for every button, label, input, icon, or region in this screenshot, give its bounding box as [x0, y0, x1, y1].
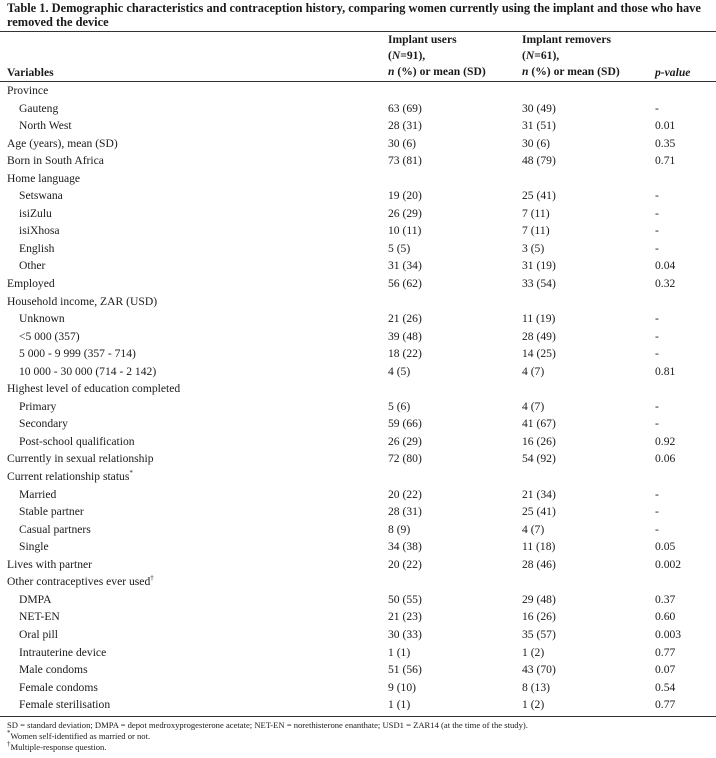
- table-row: [0, 345, 716, 363]
- row-label: 10 000 - 30 000 (714 - 2 142): [19, 364, 157, 378]
- implant-users-cell: 21 (23): [388, 610, 422, 624]
- row-label: Primary: [19, 399, 57, 413]
- implant-removers-cell: 7 (11): [522, 206, 550, 220]
- p-value-cell: -: [655, 312, 659, 326]
- table-row: [0, 398, 716, 416]
- table-row: [0, 450, 716, 468]
- implant-removers-cell: 35 (57): [522, 627, 556, 641]
- implant-removers-cell: 11 (19): [522, 312, 556, 326]
- p-value-cell: 0.77: [655, 698, 676, 712]
- table-row: [0, 152, 716, 170]
- implant-users-cell: 5 (5): [388, 241, 411, 255]
- header-p-value: p-value: [655, 66, 691, 79]
- footnotes: [7, 720, 528, 753]
- implant-users-cell: 19 (20): [388, 189, 422, 203]
- footnote-abbreviations: SD = standard deviation; DMPA = depot medroxyprogesterone acetate; NET-EN = norethisterone enanthate; USD1 = ZAR14 (at the time of the study).: [7, 720, 528, 730]
- implant-removers-cell: 31 (19): [522, 259, 556, 273]
- footnote-marker: *: [129, 469, 133, 478]
- table-row: [0, 521, 716, 539]
- row-label: Unknown: [19, 312, 65, 326]
- table-row: [0, 310, 716, 328]
- implant-removers-cell: 28 (46): [522, 557, 556, 571]
- implant-users-cell: 30 (33): [388, 627, 422, 641]
- header-implant-users: Implant users (N=91), n (%) or mean (SD): [388, 33, 486, 78]
- row-label: Highest level of education completed: [7, 382, 181, 396]
- implant-removers-cell: 33 (54): [522, 277, 556, 291]
- implant-removers-cell: 11 (18): [522, 540, 556, 554]
- table-row: [0, 538, 716, 556]
- implant-removers-cell: 43 (70): [522, 663, 556, 677]
- implant-users-cell: 63 (69): [388, 101, 422, 115]
- p-value-cell: -: [655, 417, 659, 431]
- row-label: Current relationship status*: [7, 469, 133, 484]
- row-label: Employed: [7, 277, 55, 291]
- implant-removers-cell: 30 (6): [522, 136, 551, 150]
- row-label: isiXhosa: [19, 224, 60, 238]
- table-row: [0, 661, 716, 679]
- implant-users-cell: 26 (29): [388, 434, 422, 448]
- row-label: Oral pill: [19, 627, 58, 641]
- p-value-cell: 0.71: [655, 154, 676, 168]
- header-implant-removers: Implant removers (N=61), n (%) or mean (SD): [522, 33, 620, 78]
- implant-users-cell: 28 (31): [388, 119, 422, 133]
- row-label: English: [19, 241, 55, 255]
- p-value-cell: -: [655, 522, 659, 536]
- p-value-cell: 0.002: [655, 557, 682, 571]
- row-label: Currently in sexual relationship: [7, 452, 154, 466]
- row-label: NET-EN: [19, 610, 60, 624]
- implant-removers-cell: 16 (26): [522, 434, 556, 448]
- row-label: Setswana: [19, 189, 63, 203]
- table-row: [0, 117, 716, 135]
- implant-users-cell: 51 (56): [388, 663, 422, 677]
- table-row: [0, 222, 716, 240]
- row-label: Born in South Africa: [7, 154, 104, 168]
- table-row: [0, 363, 716, 381]
- implant-removers-cell: 48 (79): [522, 154, 556, 168]
- row-label: Other contraceptives ever used†: [7, 574, 154, 589]
- implant-users-cell: 4 (5): [388, 364, 411, 378]
- p-value-cell: 0.07: [655, 663, 676, 677]
- implant-users-cell: 31 (34): [388, 259, 422, 273]
- implant-removers-cell: 28 (49): [522, 329, 556, 343]
- implant-users-cell: 73 (81): [388, 154, 422, 168]
- table-row: [0, 486, 716, 504]
- implant-removers-cell: 25 (41): [522, 189, 556, 203]
- table-body: [0, 82, 716, 714]
- p-value-cell: 0.05: [655, 540, 676, 554]
- row-label: isiZulu: [19, 206, 52, 220]
- footnote-married: *Women self-identified as married or not.: [7, 729, 151, 741]
- implant-removers-cell: 1 (2): [522, 645, 545, 659]
- row-label: Gauteng: [19, 101, 59, 115]
- implant-removers-cell: 31 (51): [522, 119, 556, 133]
- implant-users-cell: 72 (80): [388, 452, 422, 466]
- implant-removers-cell: 4 (7): [522, 522, 545, 536]
- p-value-cell: 0.81: [655, 364, 676, 378]
- p-value-cell: 0.54: [655, 680, 676, 694]
- row-label: Other: [19, 259, 46, 273]
- table-row: [0, 556, 716, 574]
- table-row: [0, 100, 716, 118]
- implant-users-cell: 21 (26): [388, 312, 422, 326]
- p-value-cell: -: [655, 206, 659, 220]
- implant-users-cell: 1 (1): [388, 645, 411, 659]
- p-value-cell: -: [655, 399, 659, 413]
- row-label: Household income, ZAR (USD): [7, 294, 158, 308]
- p-value-cell: 0.01: [655, 119, 676, 133]
- table-row: [0, 293, 716, 311]
- table-row: [0, 591, 716, 609]
- table-row: [0, 240, 716, 258]
- row-label: Single: [19, 540, 49, 554]
- table-row: [0, 433, 716, 451]
- implant-removers-cell: 1 (2): [522, 698, 545, 712]
- table-row: [0, 415, 716, 433]
- implant-users-cell: 5 (6): [388, 399, 411, 413]
- implant-users-cell: 34 (38): [388, 540, 422, 554]
- row-label: Post-school qualification: [19, 434, 135, 448]
- footnote-marker: †: [150, 574, 154, 583]
- implant-removers-cell: 7 (11): [522, 224, 550, 238]
- row-label: 5 000 - 9 999 (357 - 714): [19, 347, 136, 361]
- table-row: [0, 380, 716, 398]
- p-value-cell: 0.92: [655, 434, 676, 448]
- row-label: Female condoms: [19, 680, 98, 694]
- row-label: Male condoms: [19, 663, 88, 677]
- implant-users-cell: 1 (1): [388, 698, 411, 712]
- implant-removers-cell: 30 (49): [522, 101, 556, 115]
- table-row: [0, 135, 716, 153]
- table-row: [0, 170, 716, 188]
- p-value-cell: 0.32: [655, 277, 676, 291]
- p-value-cell: -: [655, 505, 659, 519]
- row-label: Intrauterine device: [19, 645, 107, 659]
- table-row: [0, 573, 716, 591]
- implant-removers-cell: 16 (26): [522, 610, 556, 624]
- p-value-cell: 0.35: [655, 136, 676, 150]
- p-value-cell: 0.37: [655, 592, 676, 606]
- table-row: [0, 608, 716, 626]
- row-label: Stable partner: [19, 505, 84, 519]
- table-row: [0, 468, 716, 486]
- p-value-cell: -: [655, 241, 659, 255]
- row-label: Casual partners: [19, 522, 91, 536]
- implant-removers-cell: 29 (48): [522, 592, 556, 606]
- p-value-cell: -: [655, 189, 659, 203]
- implant-removers-cell: 3 (5): [522, 241, 545, 255]
- table-row: [0, 275, 716, 293]
- p-value-cell: -: [655, 329, 659, 343]
- table-row: [0, 503, 716, 521]
- row-label: Lives with partner: [7, 557, 92, 571]
- p-value-cell: -: [655, 347, 659, 361]
- table-row: [0, 626, 716, 644]
- implant-removers-cell: 41 (67): [522, 417, 556, 431]
- row-label: Province: [7, 84, 49, 97]
- table-row: [0, 696, 716, 714]
- implant-removers-cell: 8 (13): [522, 680, 551, 694]
- table-row: [0, 328, 716, 346]
- implant-users-cell: 50 (55): [388, 592, 422, 606]
- footnote-multiple-response: †Multiple-response question.: [7, 740, 107, 752]
- table-row: [0, 187, 716, 205]
- implant-users-cell: 56 (62): [388, 277, 422, 291]
- implant-users-cell: 20 (22): [388, 487, 422, 501]
- row-label: <5 000 (357): [19, 329, 80, 343]
- row-label: Married: [19, 487, 57, 501]
- p-value-cell: -: [655, 224, 659, 238]
- p-value-cell: 0.06: [655, 452, 676, 466]
- implant-users-cell: 18 (22): [388, 347, 422, 361]
- table-row: [0, 679, 716, 697]
- implant-removers-cell: 4 (7): [522, 364, 545, 378]
- implant-users-cell: 26 (29): [388, 206, 422, 220]
- implant-users-cell: 20 (22): [388, 557, 422, 571]
- implant-removers-cell: 54 (92): [522, 452, 556, 466]
- table-row: [0, 257, 716, 275]
- row-label: Home language: [7, 171, 81, 185]
- bottom-rule: [0, 716, 716, 717]
- implant-users-cell: 39 (48): [388, 329, 422, 343]
- p-value-cell: 0.77: [655, 645, 676, 659]
- implant-users-cell: 10 (11): [388, 224, 422, 238]
- implant-removers-cell: 25 (41): [522, 505, 556, 519]
- p-value-cell: -: [655, 101, 659, 115]
- table-row: [0, 644, 716, 662]
- row-label: Secondary: [19, 417, 68, 431]
- p-value-cell: -: [655, 487, 659, 501]
- implant-users-cell: 59 (66): [388, 417, 422, 431]
- p-value-cell: 0.60: [655, 610, 676, 624]
- implant-users-cell: 8 (9): [388, 522, 411, 536]
- implant-users-cell: 28 (31): [388, 505, 422, 519]
- row-label: Female sterilisation: [19, 698, 111, 712]
- table-title: Table 1. Demographic characteristics and contraception history, comparing women currently using the implant and those who have removed the device: [7, 1, 701, 29]
- table-row: [0, 82, 716, 100]
- p-value-cell: 0.003: [655, 627, 682, 641]
- table-row: [0, 205, 716, 223]
- row-label: North West: [19, 119, 72, 133]
- implant-removers-cell: 21 (34): [522, 487, 556, 501]
- row-label: DMPA: [19, 592, 52, 606]
- implant-users-cell: 30 (6): [388, 136, 417, 150]
- p-value-cell: 0.04: [655, 259, 676, 273]
- implant-removers-cell: 14 (25): [522, 347, 556, 361]
- row-label: Age (years), mean (SD): [7, 136, 118, 150]
- implant-removers-cell: 4 (7): [522, 399, 545, 413]
- header-variables: Variables: [7, 66, 54, 79]
- implant-users-cell: 9 (10): [388, 680, 417, 694]
